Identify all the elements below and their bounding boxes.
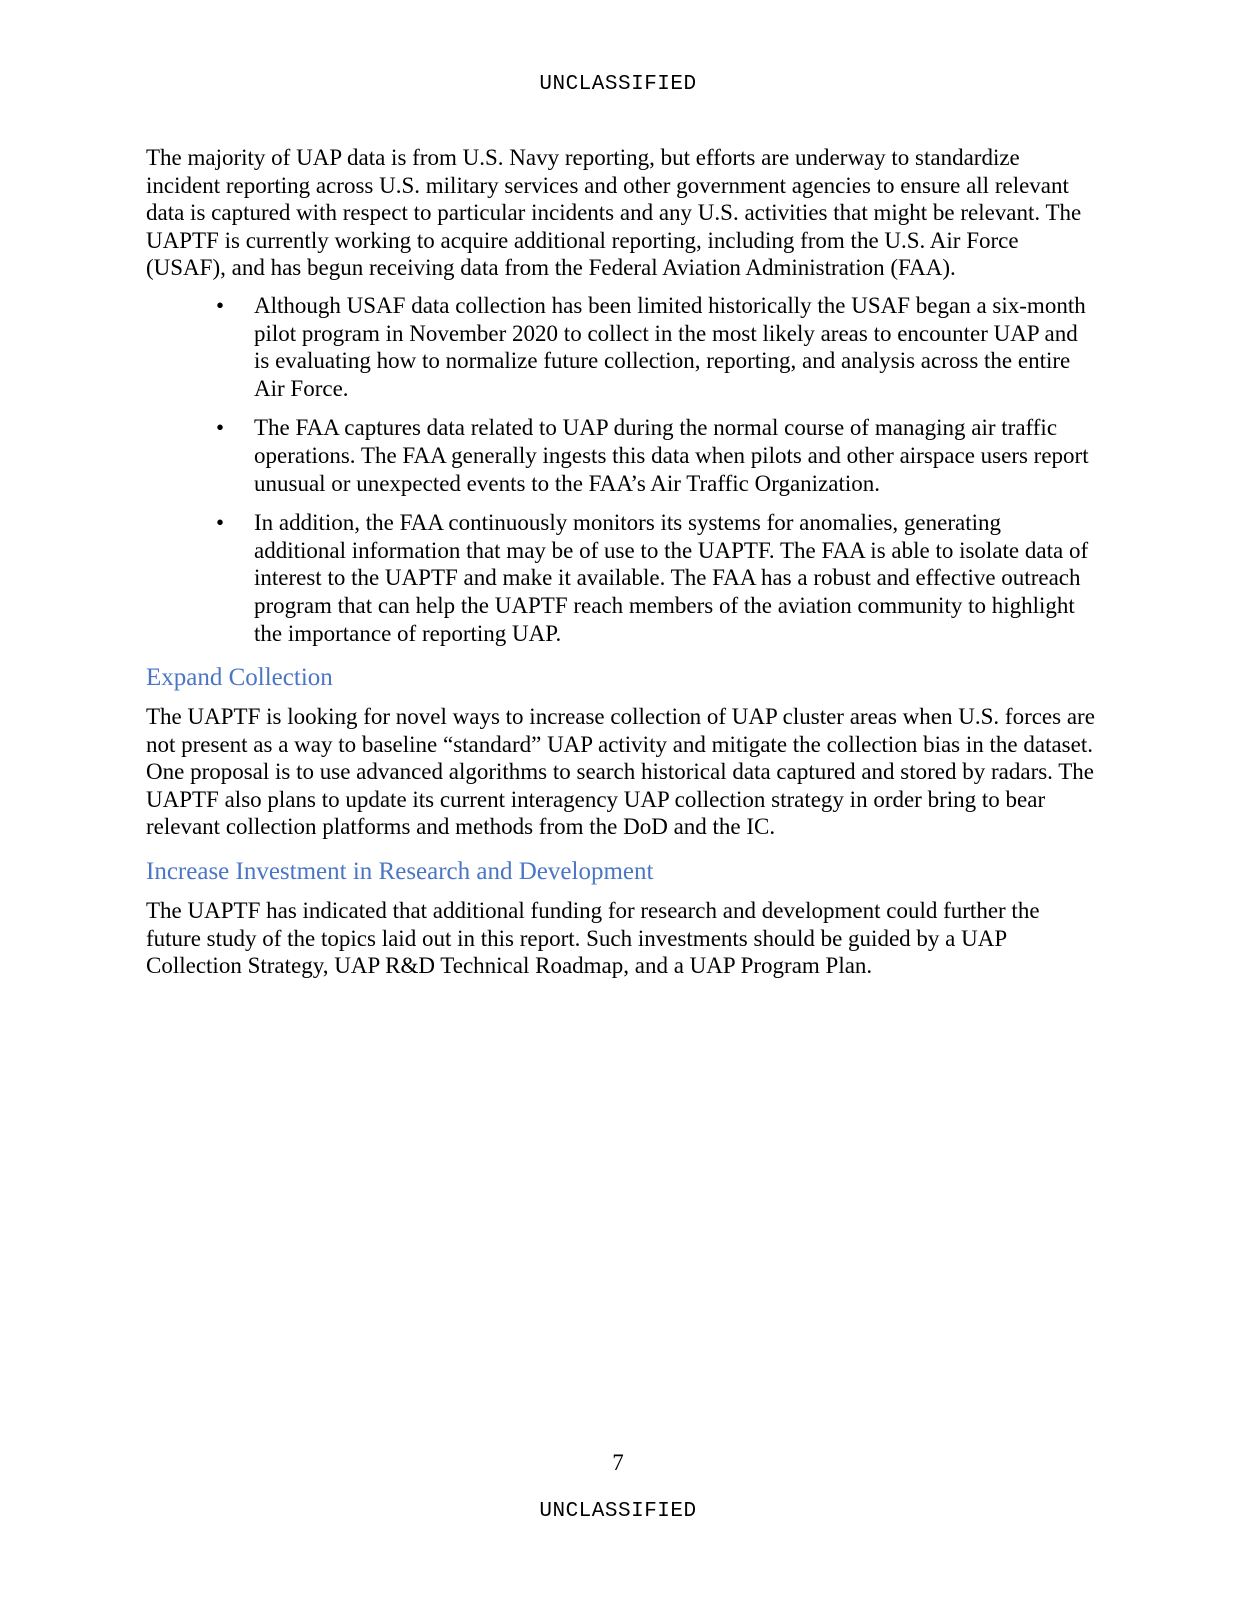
bullet-icon: • <box>216 292 225 318</box>
section-heading-expand-collection: Expand Collection <box>146 664 333 692</box>
classification-footer: UNCLASSIFIED <box>539 1500 697 1523</box>
section-body-expand-collection: The UAPTF is looking for novel ways to increase collection of UAP cluster areas when U.S. forces are not present as a way to baseline “standard” UAP activity and mitigate the collection bias in the dataset. One proposal is to use advanced algorithms to search historical data captured and stored by radars. The UAPTF also plans to update its current interagency UAP collection strategy in order bring to bear relevant collection platforms and methods from the DoD and the IC. <box>146 704 1095 840</box>
section-heading-research-development: Increase Investment in Research and Development <box>146 858 654 886</box>
bullet-text: The FAA captures data related to UAP during the normal course of managing air traffic operations. The FAA generally ingests this data when pilots and other airspace users report unusual or unexpected events to the FAA’s Air Traffic Organization. <box>254 415 1089 496</box>
bullet-item-usaf <box>146 292 1096 402</box>
classification-header: UNCLASSIFIED <box>539 73 697 96</box>
page-number: 7 <box>612 1450 624 1475</box>
bullet-icon: • <box>216 415 225 441</box>
intro-paragraph: The majority of UAP data is from U.S. Navy reporting, but efforts are underway to standardize incident reporting across U.S. military services and other government agencies to ensure all relevant data is captured with respect to particular incidents and any U.S. activities that might be relevant. The UAPTF is currently working to acquire additional reporting, including from the U.S. Air Force (USAF), and has begun receiving data from the Federal Aviation Administration (FAA). <box>146 145 1082 281</box>
document-body <box>146 144 1096 990</box>
bullet-list <box>146 292 1096 647</box>
section-body-research-development: The UAPTF has indicated that additional funding for research and development could further the future study of the topics laid out in this report. Such investments should be guided by a UAP Collection Strategy, UAP R&D Technical Roadmap, and a UAP Program Plan. <box>146 898 1040 979</box>
bullet-text: Although USAF data collection has been limited historically the USAF began a six-month pilot program in November 2020 to collect in the most likely areas to encounter UAP and is evaluating how to normalize future collection, reporting, and analysis across the entire Air Force. <box>254 292 1086 401</box>
bullet-item-faa-monitors <box>146 509 1096 647</box>
bullet-item-faa-captures <box>146 414 1096 497</box>
bullet-icon: • <box>216 510 225 536</box>
bullet-text: In addition, the FAA continuously monitors its systems for anomalies, generating additional information that may be of use to the UAPTF. The FAA is able to isolate data of interest to the UAPTF and make it available. The FAA has a robust and effective outreach program that can help the UAPTF reach members of the aviation community to highlight the importance of reporting UAP. <box>254 510 1089 646</box>
